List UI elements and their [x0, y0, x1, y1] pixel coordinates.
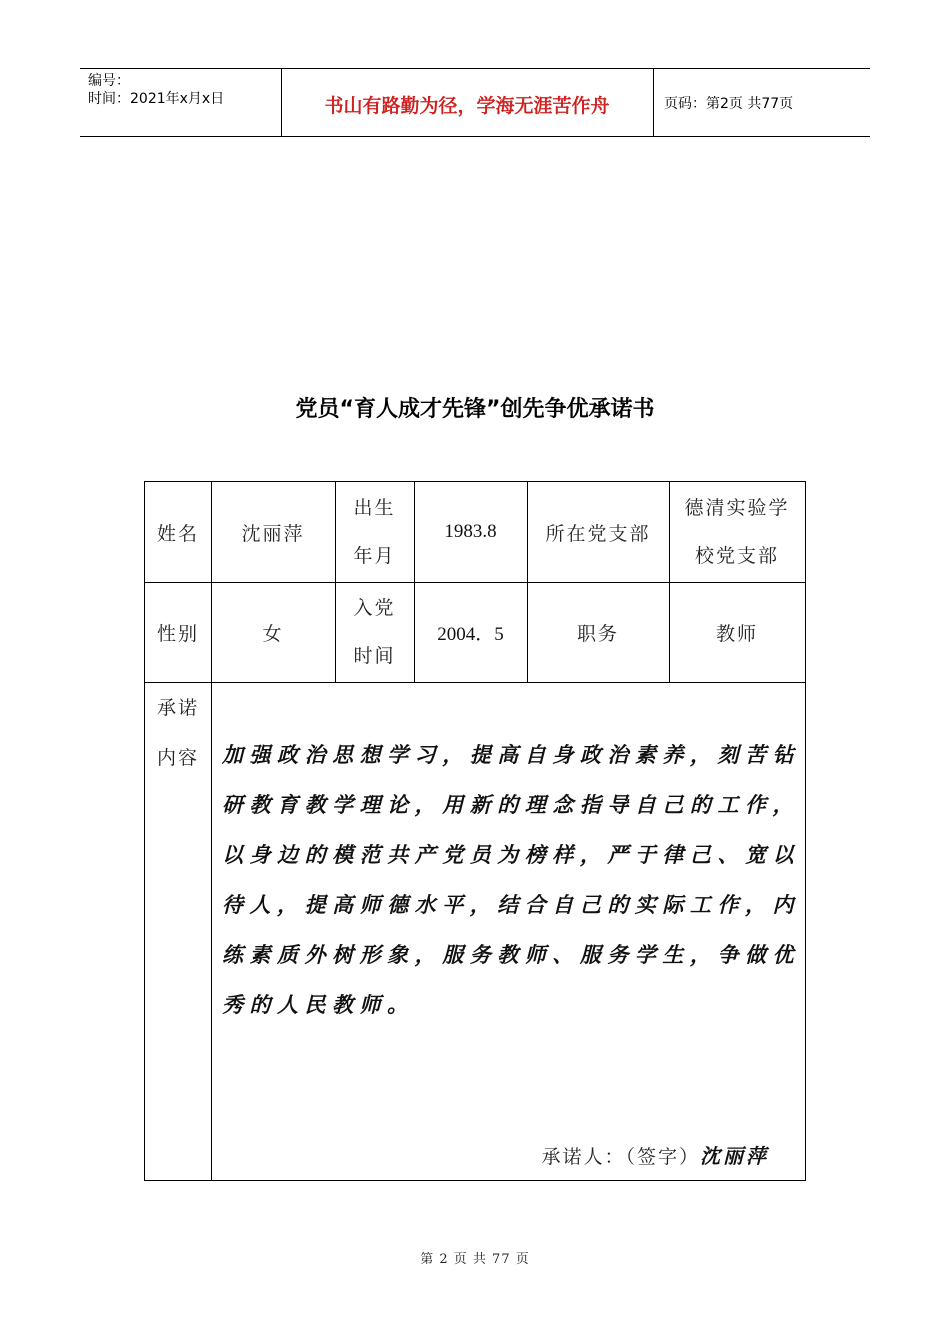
header-meta — [88, 72, 224, 108]
branch-label: 所在党支部 — [545, 522, 651, 545]
header-divider — [653, 69, 654, 136]
time-label: 时间：2021年x月x日 — [88, 91, 225, 107]
join-label-line: 时间 — [353, 645, 396, 667]
join-label-line: 入党 — [353, 597, 396, 619]
promise-label-line: 内容 — [156, 747, 199, 769]
row-divider — [145, 682, 805, 683]
branch-value-line: 校党支部 — [694, 545, 779, 567]
position-label: 职务 — [576, 622, 619, 645]
branch-value-line: 德清实验学 — [684, 497, 790, 519]
position-value: 教师 — [715, 622, 758, 645]
header-motto: 书山有路勤为径，学海无涯苦作舟 — [324, 95, 610, 117]
promise-label-line: 承诺 — [156, 697, 199, 719]
pledge-form-table — [144, 481, 806, 1181]
birth-label — [335, 482, 414, 582]
promise-label — [145, 682, 211, 783]
gender-value: 女 — [262, 622, 284, 645]
signature-label: 承诺人：（签字） — [541, 1146, 700, 1168]
branch-value — [669, 482, 805, 582]
page-footer: 第 2 页 共 77 页 — [420, 1252, 530, 1267]
document-title: 党员“育人成才先锋”创先争优承诺书 — [295, 397, 655, 422]
handwritten-signature: 沈丽萍 — [700, 1144, 769, 1168]
header-page-info: 页码：第2页 共77页 — [664, 96, 794, 112]
join-date-value: 2004．5 — [437, 623, 504, 645]
signature-line — [541, 1140, 769, 1169]
document-header — [80, 68, 870, 137]
promise-content: 加强政治思想学习，提高自身政治素养，刻苦钻研教育教学理论，用新的理念指导自己的工作，以身边的模范共产党员为榜样，严于律己、宽以待人，提高师德水平，结合自己的实际工作，内练素质外树形象，服务教师、服务学生，争做优秀的人民教师。 — [222, 742, 800, 1017]
birth-label-line: 出生 — [353, 497, 396, 519]
number-label: 编号： — [88, 73, 130, 89]
birth-label-line: 年月 — [353, 545, 396, 567]
birth-value: 1983.8 — [444, 521, 497, 542]
join-date-label — [335, 582, 414, 682]
name-label: 姓名 — [156, 522, 199, 545]
gender-label: 性别 — [156, 622, 199, 645]
name-value: 沈丽萍 — [241, 522, 305, 545]
